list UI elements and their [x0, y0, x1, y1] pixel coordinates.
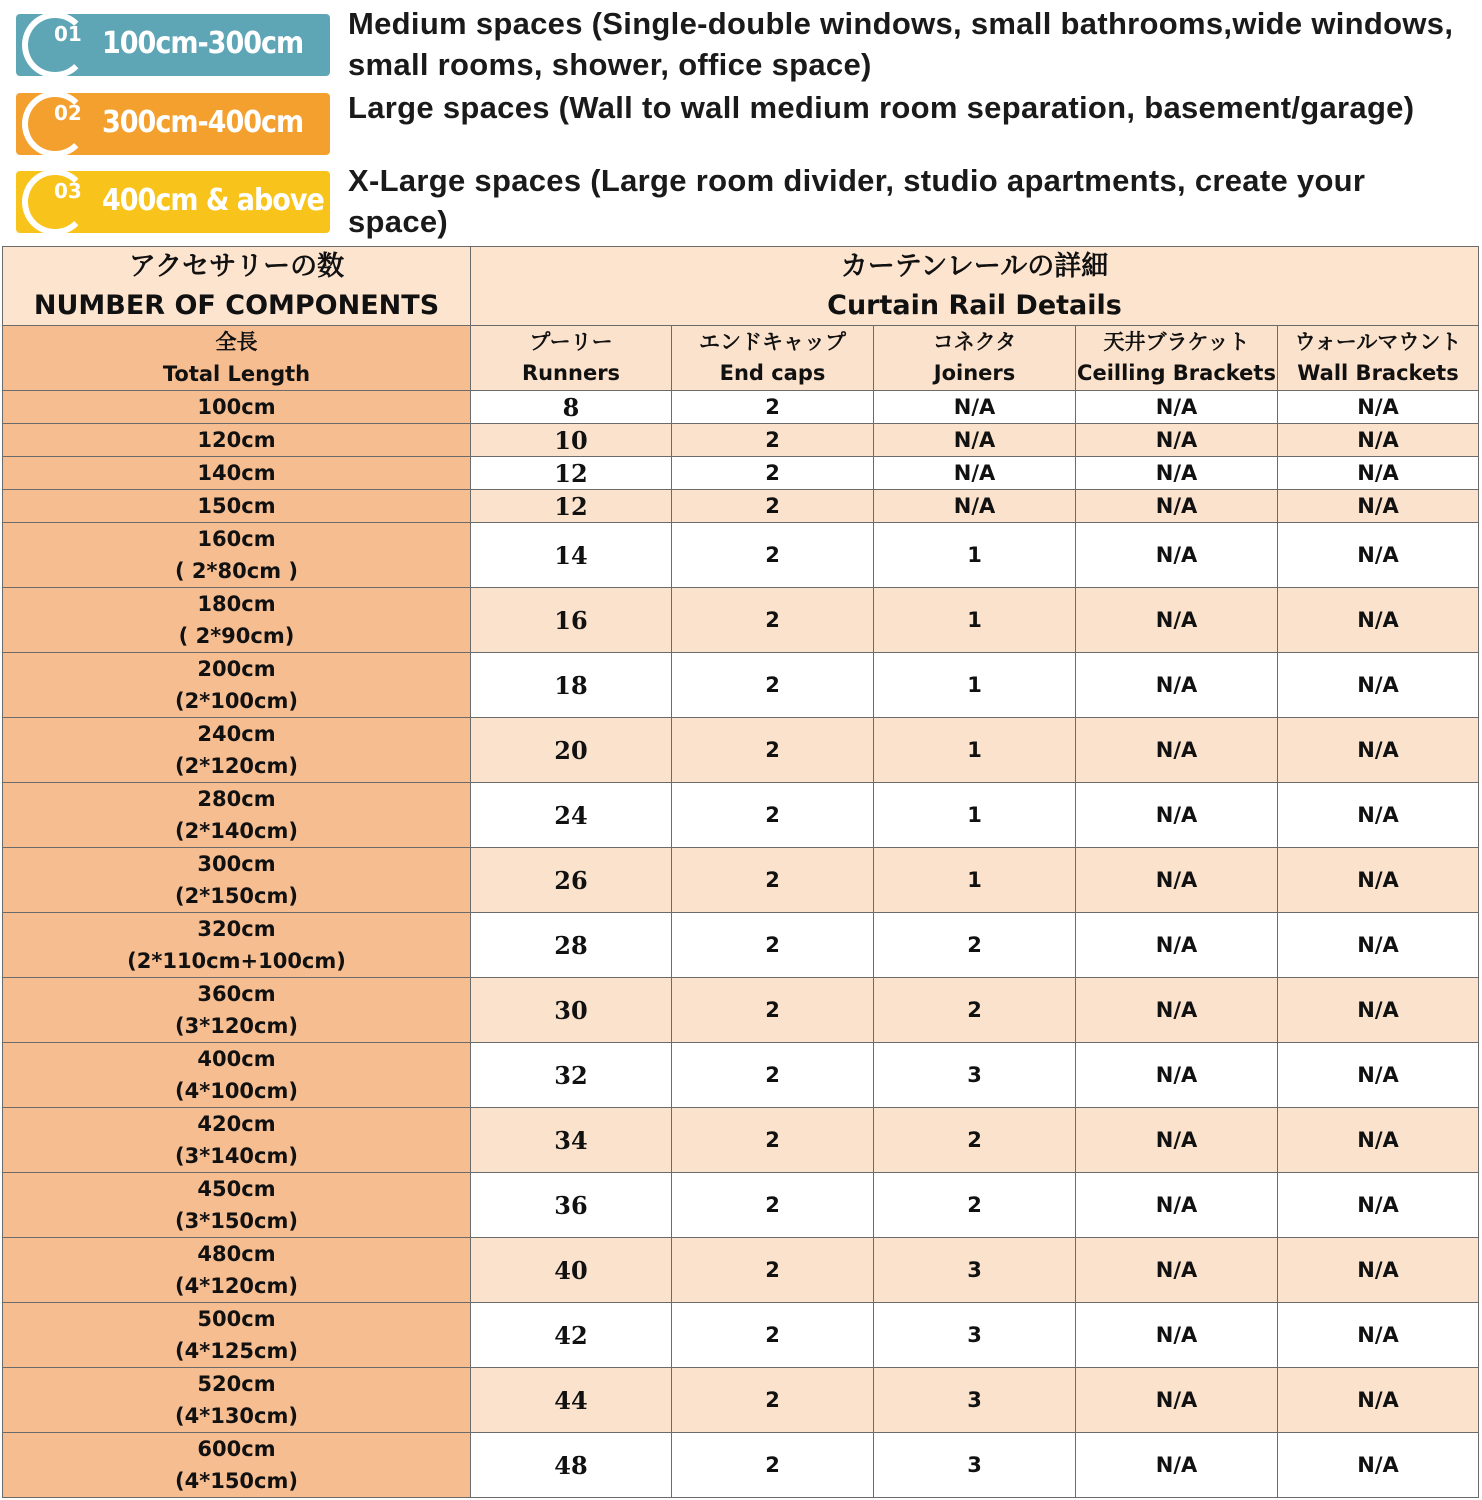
cell-runners: 48 — [471, 1433, 672, 1498]
length-breakdown: (2*120cm) — [175, 754, 298, 778]
cell-total-length — [3, 913, 471, 978]
table-row — [3, 1173, 1479, 1238]
legend-description-02: Large spaces (Wall to wall medium room separation, basement/garage) — [348, 90, 1415, 125]
col-header-jp: エンドキャップ — [699, 330, 846, 354]
cell-joiners: N/A — [874, 457, 1076, 490]
cell-wall-brackets: N/A — [1278, 391, 1479, 424]
length-breakdown: (4*150cm) — [175, 1469, 298, 1493]
cell-runners: 18 — [471, 653, 672, 718]
cell-joiners: 3 — [874, 1433, 1076, 1498]
table-row — [3, 523, 1479, 588]
cell-wall-brackets: N/A — [1278, 424, 1479, 457]
cell-end-caps: 2 — [672, 457, 874, 490]
legend-badge-01 — [16, 14, 330, 76]
table-title-row — [3, 247, 1479, 326]
header-components — [3, 247, 471, 326]
cell-joiners: 2 — [874, 1173, 1076, 1238]
header-components-jp: アクセサリーの数 — [128, 251, 345, 282]
col-header-jp: 天井ブラケット — [1103, 330, 1250, 354]
table-row — [3, 457, 1479, 490]
cell-end-caps: 2 — [672, 1303, 874, 1368]
cell-runners: 14 — [471, 523, 672, 588]
cell-end-caps: 2 — [672, 653, 874, 718]
length-breakdown: (2*140cm) — [175, 819, 298, 843]
col-header-en: Wall Brackets — [1297, 361, 1459, 385]
table-row — [3, 1368, 1479, 1433]
cell-total-length — [3, 848, 471, 913]
length-breakdown: (4*130cm) — [175, 1404, 298, 1428]
col-header-jp: ウォールマウント — [1294, 330, 1462, 354]
col-header-end-caps — [672, 326, 874, 391]
cell-total-length — [3, 653, 471, 718]
length-breakdown: (4*120cm) — [175, 1274, 298, 1298]
cell-runners: 30 — [471, 978, 672, 1043]
cell-total-length — [3, 391, 471, 424]
col-header-jp: プーリー — [529, 330, 613, 354]
table-row — [3, 653, 1479, 718]
length-value: 120cm — [197, 428, 276, 452]
cell-end-caps: 2 — [672, 1368, 874, 1433]
table-row — [3, 391, 1479, 424]
badge-number: 01 — [54, 22, 82, 46]
col-header-joiners — [874, 326, 1076, 391]
cell-end-caps: 2 — [672, 848, 874, 913]
length-value: 520cm — [197, 1372, 276, 1396]
cell-total-length — [3, 1303, 471, 1368]
cell-runners: 24 — [471, 783, 672, 848]
cell-joiners: 1 — [874, 653, 1076, 718]
cell-ceiling-brackets: N/A — [1076, 391, 1278, 424]
cell-runners: 28 — [471, 913, 672, 978]
badge-range: 300cm-400cm — [102, 105, 304, 140]
cell-runners: 16 — [471, 588, 672, 653]
table-row — [3, 1238, 1479, 1303]
length-breakdown: ( 2*90cm) — [178, 624, 295, 648]
col-header-en: Runners — [521, 361, 621, 385]
cell-joiners: 3 — [874, 1238, 1076, 1303]
cell-end-caps: 2 — [672, 913, 874, 978]
length-value: 480cm — [197, 1242, 276, 1266]
length-breakdown: ( 2*80cm ) — [175, 559, 298, 583]
col-header-en: Total Length — [162, 362, 311, 386]
cell-end-caps: 2 — [672, 1433, 874, 1498]
cell-runners: 34 — [471, 1108, 672, 1173]
cell-ceiling-brackets: N/A — [1076, 1238, 1278, 1303]
length-breakdown: (2*150cm) — [175, 884, 298, 908]
cell-ceiling-brackets: N/A — [1076, 457, 1278, 490]
cell-joiners: N/A — [874, 490, 1076, 523]
length-value: 320cm — [197, 917, 276, 941]
col-header-en: Joiners — [933, 361, 1016, 385]
cell-joiners: 1 — [874, 783, 1076, 848]
table-row — [3, 718, 1479, 783]
length-value: 600cm — [197, 1437, 276, 1461]
length-value: 200cm — [197, 657, 276, 681]
cell-total-length — [3, 1368, 471, 1433]
length-value: 300cm — [197, 852, 276, 876]
cell-joiners: 3 — [874, 1043, 1076, 1108]
table-row — [3, 1043, 1479, 1108]
cell-runners: 26 — [471, 848, 672, 913]
col-header-en: End caps — [719, 361, 826, 385]
cell-end-caps: 2 — [672, 1043, 874, 1108]
table-row — [3, 1433, 1479, 1498]
cell-joiners: 1 — [874, 523, 1076, 588]
table-row — [3, 490, 1479, 523]
cell-end-caps: 2 — [672, 718, 874, 783]
cell-runners: 12 — [471, 457, 672, 490]
length-value: 240cm — [197, 722, 276, 746]
col-header-jp: 全長 — [215, 330, 258, 354]
column-header-row — [3, 326, 1479, 391]
length-value: 420cm — [197, 1112, 276, 1136]
cell-wall-brackets: N/A — [1278, 1368, 1479, 1433]
cell-runners: 8 — [471, 391, 672, 424]
badge-number: 02 — [54, 101, 82, 125]
cell-wall-brackets: N/A — [1278, 490, 1479, 523]
length-breakdown: (3*120cm) — [175, 1014, 298, 1038]
cell-ceiling-brackets: N/A — [1076, 718, 1278, 783]
cell-end-caps: 2 — [672, 490, 874, 523]
cell-total-length — [3, 1173, 471, 1238]
cell-joiners: 2 — [874, 978, 1076, 1043]
cell-wall-brackets: N/A — [1278, 783, 1479, 848]
cell-end-caps: 2 — [672, 424, 874, 457]
cell-joiners: 3 — [874, 1303, 1076, 1368]
cell-total-length — [3, 1238, 471, 1303]
cell-runners: 20 — [471, 718, 672, 783]
cell-total-length — [3, 718, 471, 783]
cell-total-length — [3, 978, 471, 1043]
length-value: 450cm — [197, 1177, 276, 1201]
length-breakdown: (3*140cm) — [175, 1144, 298, 1168]
cell-end-caps: 2 — [672, 1238, 874, 1303]
cell-ceiling-brackets: N/A — [1076, 783, 1278, 848]
legend-description-01: Medium spaces (Single-double windows, small bathrooms,wide windows, small rooms, shower, office space) — [348, 6, 1454, 82]
length-value: 500cm — [197, 1307, 276, 1331]
cell-ceiling-brackets: N/A — [1076, 848, 1278, 913]
cell-wall-brackets: N/A — [1278, 718, 1479, 783]
cell-total-length — [3, 490, 471, 523]
length-value: 140cm — [197, 461, 276, 485]
cell-total-length — [3, 523, 471, 588]
table-row — [3, 783, 1479, 848]
table-row — [3, 588, 1479, 653]
cell-end-caps: 2 — [672, 588, 874, 653]
table-row — [3, 1303, 1479, 1368]
header-components-en: NUMBER OF COMPONENTS — [33, 290, 440, 321]
cell-end-caps: 2 — [672, 391, 874, 424]
length-breakdown: (4*125cm) — [175, 1339, 298, 1363]
cell-ceiling-brackets: N/A — [1076, 978, 1278, 1043]
cell-ceiling-brackets: N/A — [1076, 1433, 1278, 1498]
length-breakdown: (3*150cm) — [175, 1209, 298, 1233]
cell-runners: 40 — [471, 1238, 672, 1303]
cell-wall-brackets: N/A — [1278, 457, 1479, 490]
header-rail-details — [471, 247, 1479, 326]
cell-end-caps: 2 — [672, 783, 874, 848]
cell-runners: 42 — [471, 1303, 672, 1368]
cell-wall-brackets: N/A — [1278, 588, 1479, 653]
legend-badge-03 — [16, 171, 330, 233]
cell-wall-brackets: N/A — [1278, 653, 1479, 718]
legend-description-03: X-Large spaces (Large room divider, studio apartments, create your space) — [348, 163, 1366, 239]
length-value: 160cm — [197, 527, 276, 551]
cell-wall-brackets: N/A — [1278, 848, 1479, 913]
col-header-jp: コネクタ — [932, 330, 1017, 354]
badge-range: 400cm & above — [102, 183, 324, 218]
cell-wall-brackets: N/A — [1278, 1433, 1479, 1498]
cell-runners: 12 — [471, 490, 672, 523]
cell-ceiling-brackets: N/A — [1076, 523, 1278, 588]
cell-ceiling-brackets: N/A — [1076, 424, 1278, 457]
cell-runners: 36 — [471, 1173, 672, 1238]
col-header-length — [3, 326, 471, 391]
cell-ceiling-brackets: N/A — [1076, 1173, 1278, 1238]
cell-ceiling-brackets: N/A — [1076, 913, 1278, 978]
cell-total-length — [3, 457, 471, 490]
legend-badge-02 — [16, 93, 330, 155]
cell-total-length — [3, 1043, 471, 1108]
cell-end-caps: 2 — [672, 523, 874, 588]
cell-total-length — [3, 783, 471, 848]
cell-end-caps: 2 — [672, 1173, 874, 1238]
length-value: 180cm — [197, 592, 276, 616]
cell-ceiling-brackets: N/A — [1076, 653, 1278, 718]
cell-total-length — [3, 588, 471, 653]
cell-end-caps: 2 — [672, 978, 874, 1043]
components-table — [2, 246, 1479, 1498]
table-row — [3, 848, 1479, 913]
length-value: 100cm — [197, 395, 276, 419]
cell-ceiling-brackets: N/A — [1076, 1108, 1278, 1173]
cell-wall-brackets: N/A — [1278, 978, 1479, 1043]
header-rail-details-en: Curtain Rail Details — [827, 290, 1122, 321]
length-value: 280cm — [197, 787, 276, 811]
length-value: 400cm — [197, 1047, 276, 1071]
length-breakdown: (2*110cm+100cm) — [127, 949, 346, 973]
col-header-en: Ceilling Brackets — [1077, 361, 1276, 385]
cell-total-length — [3, 1108, 471, 1173]
cell-joiners: N/A — [874, 424, 1076, 457]
cell-joiners: 2 — [874, 1108, 1076, 1173]
cell-joiners: N/A — [874, 391, 1076, 424]
cell-runners: 32 — [471, 1043, 672, 1108]
badge-range: 100cm-300cm — [102, 26, 304, 61]
cell-joiners: 1 — [874, 718, 1076, 783]
cell-ceiling-brackets: N/A — [1076, 1368, 1278, 1433]
cell-runners: 44 — [471, 1368, 672, 1433]
cell-total-length — [3, 424, 471, 457]
cell-end-caps: 2 — [672, 1108, 874, 1173]
cell-wall-brackets: N/A — [1278, 913, 1479, 978]
cell-ceiling-brackets: N/A — [1076, 1043, 1278, 1108]
table-row — [3, 1108, 1479, 1173]
cell-ceiling-brackets: N/A — [1076, 490, 1278, 523]
size-legend — [0, 0, 1482, 244]
cell-joiners: 3 — [874, 1368, 1076, 1433]
length-breakdown: (2*100cm) — [175, 689, 298, 713]
cell-wall-brackets: N/A — [1278, 1173, 1479, 1238]
cell-wall-brackets: N/A — [1278, 1238, 1479, 1303]
cell-joiners: 2 — [874, 913, 1076, 978]
cell-ceiling-brackets: N/A — [1076, 1303, 1278, 1368]
col-header-runners — [471, 326, 672, 391]
cell-wall-brackets: N/A — [1278, 1303, 1479, 1368]
cell-wall-brackets: N/A — [1278, 1043, 1479, 1108]
table-row — [3, 424, 1479, 457]
col-header-ceiling-brackets — [1076, 326, 1278, 391]
cell-joiners: 1 — [874, 588, 1076, 653]
cell-joiners: 1 — [874, 848, 1076, 913]
cell-runners: 10 — [471, 424, 672, 457]
cell-wall-brackets: N/A — [1278, 1108, 1479, 1173]
cell-wall-brackets: N/A — [1278, 523, 1479, 588]
cell-ceiling-brackets: N/A — [1076, 588, 1278, 653]
col-header-wall-brackets — [1278, 326, 1479, 391]
length-value: 150cm — [197, 494, 276, 518]
table-row — [3, 978, 1479, 1043]
length-value: 360cm — [197, 982, 276, 1006]
length-breakdown: (4*100cm) — [175, 1079, 298, 1103]
badge-number: 03 — [54, 179, 82, 203]
cell-total-length — [3, 1433, 471, 1498]
header-rail-details-jp: カーテンレールの詳細 — [840, 251, 1109, 282]
table-row — [3, 913, 1479, 978]
